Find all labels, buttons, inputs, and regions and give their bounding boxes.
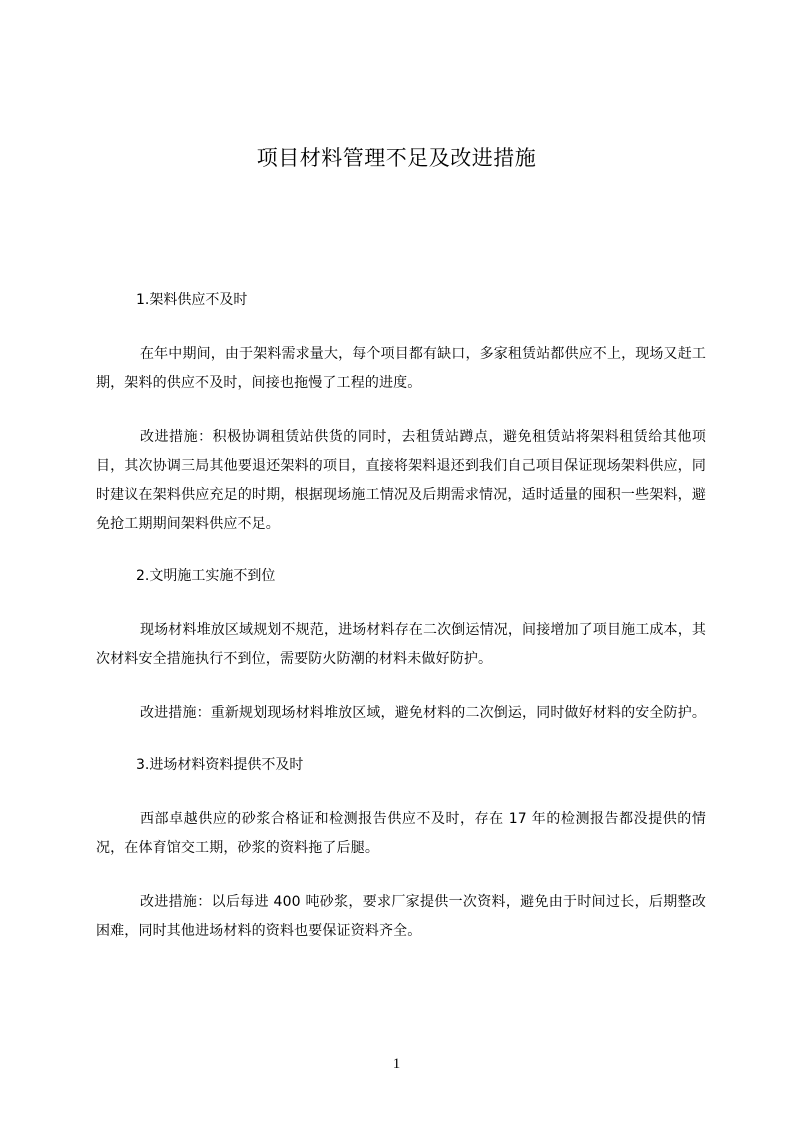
section-heading: 2.文明施工实施不到位: [136, 568, 276, 584]
page-title: 项目材料管理不足及改进措施: [256, 146, 537, 170]
section-paragraph: 改进措施：以后每进 400 吨砂浆，要求厂家提供一次资料，避免由于时间过长，后期整改困难，同时其他进场材料的资料也要保证资料齐全。: [96, 894, 706, 939]
section-paragraph: 改进措施：重新规划现场材料堆放区域，避免材料的二次倒运，同时做好材料的安全防护。: [140, 705, 706, 721]
section-paragraph: 西部卓越供应的砂浆合格证和检测报告供应不及时，存在 17 年的检测报告都没提供的情况，在体育馆交工期，砂浆的资料拖了后腿。: [96, 811, 706, 856]
section-heading: 1.架料供应不及时: [136, 292, 248, 308]
section-material-documents: [96, 753, 706, 946]
document-body: [96, 288, 706, 971]
section-heading: 3.进场材料资料提供不及时: [136, 757, 304, 773]
section-scaffold-supply: [96, 288, 706, 539]
section-paragraph: 现场材料堆放区域规划不规范，进场材料存在二次倒运情况，间接增加了项目施工成本，其次材料安全措施执行不到位，需要防火防潮的材料未做好防护。: [96, 622, 706, 667]
page-number: 1: [392, 1056, 401, 1072]
section-civilized-construction: [96, 564, 706, 728]
section-paragraph: 在年中期间，由于架料需求量大，每个项目都有缺口，多家租赁站都供应不上，现场又赶工期，架料的供应不及时，间接也拖慢了工程的进度。: [96, 346, 706, 391]
section-paragraph: 改进措施：积极协调租赁站供货的同时，去租赁站蹲点，避免租赁站将架料租赁给其他项目，其次协调三局其他要退还架料的项目，直接将架料退还到我们自己项目保证现场架料供应，同时建议在架料供应充足的时期，根据现场施工情况及后期需求情况，适时适量的囤积一些架料，避免抢工期期间架料供应不足。: [96, 429, 706, 532]
